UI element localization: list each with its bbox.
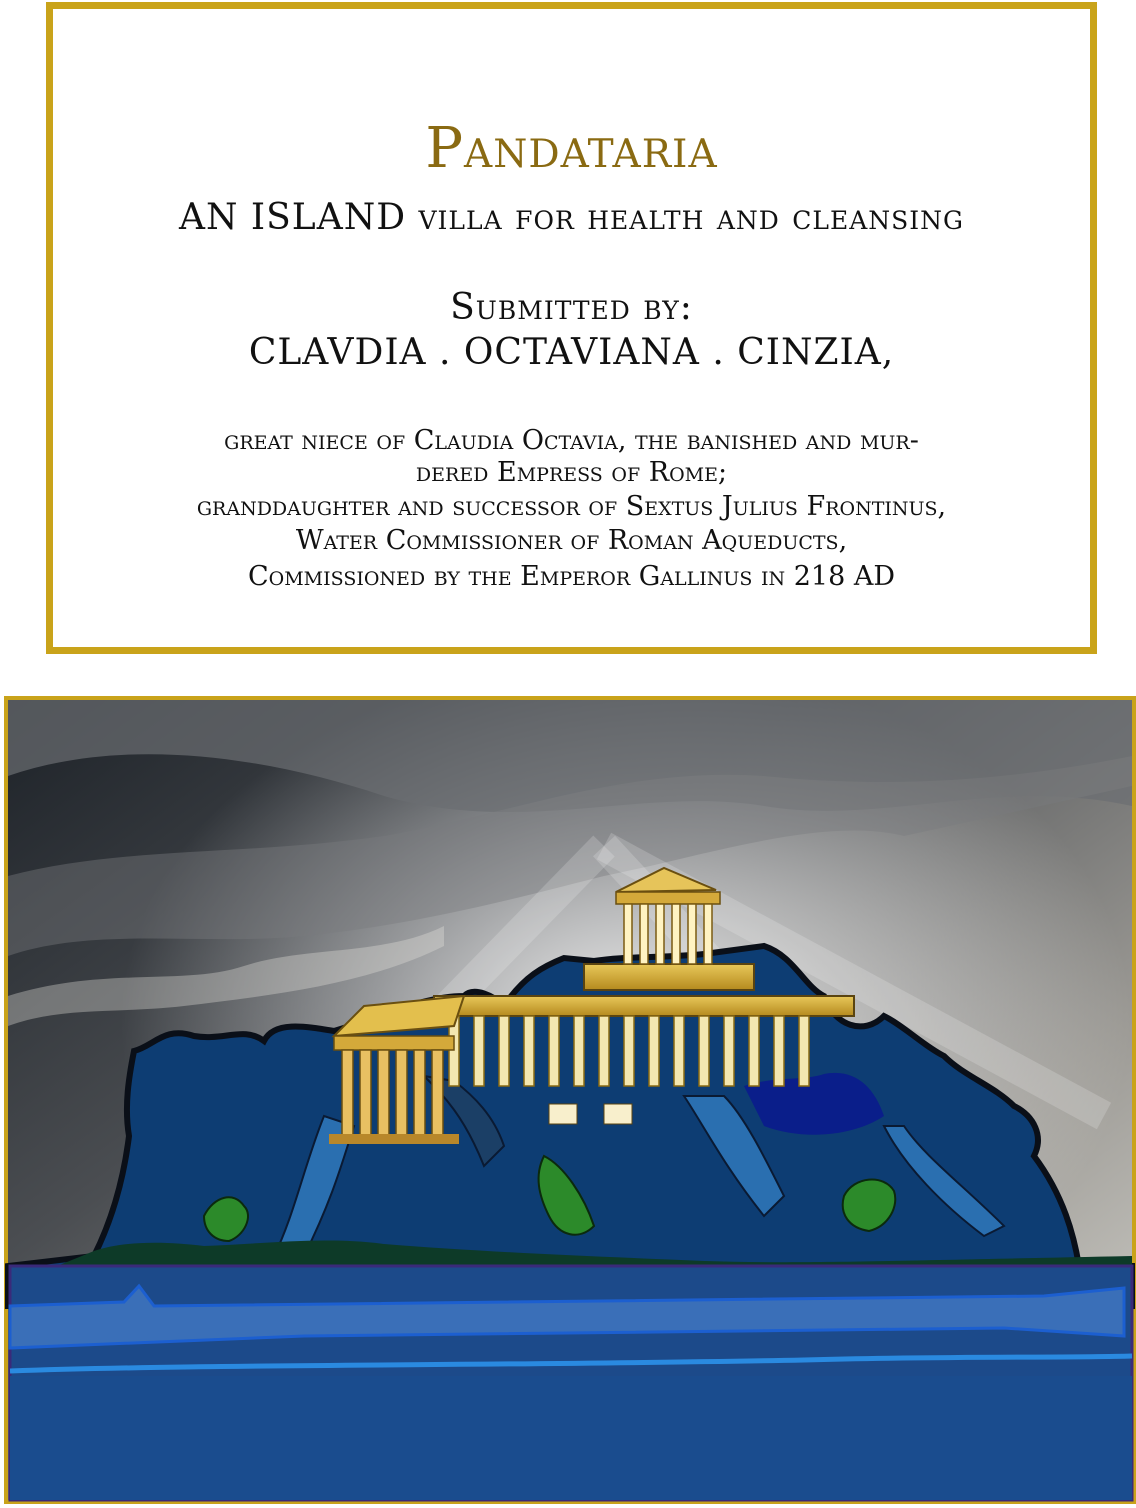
upper-terrace	[584, 964, 754, 990]
page-title: Pandataria	[425, 116, 718, 181]
bio-line-5: Commissioned by the Emperor Gallinus in 218 AD	[247, 561, 896, 592]
bio-line-3: granddaughter and successor of Sextus Julius Frontinus,	[196, 491, 947, 522]
bio-line-1: great niece of Claudia Octavia, the banished and mur-	[224, 425, 919, 456]
island-villa-artwork	[4, 696, 1136, 1504]
island-illustration	[4, 696, 1136, 1504]
deep-sea	[10, 1376, 1132, 1500]
author-name: CLAVDIA . OCTAVIANA . CINZIA,	[248, 332, 895, 373]
title-card	[46, 2, 1097, 654]
submitted-by-label: Submitted by:	[450, 287, 693, 328]
bio-line-4: Water Commissioner of Roman Aqueducts,	[295, 525, 848, 556]
bio-line-2: dered Empress of Rome;	[415, 457, 728, 488]
subtitle: AN ISLAND villa for health and cleansing	[178, 197, 965, 238]
